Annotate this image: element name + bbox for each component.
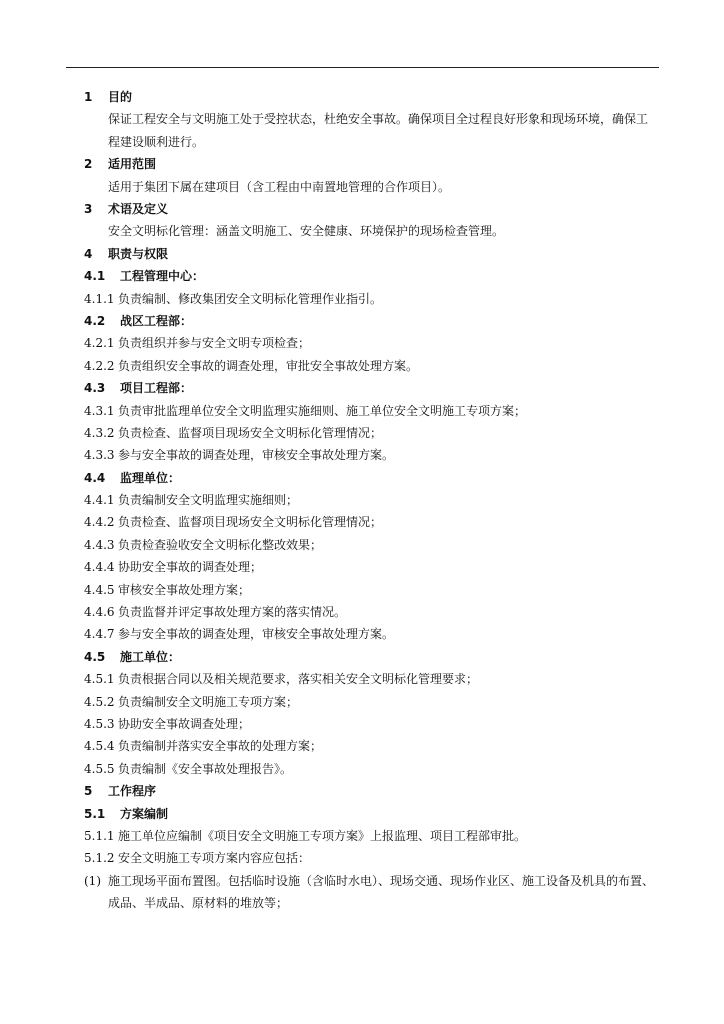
clause-item bbox=[84, 332, 656, 354]
clause-text: 负责编制安全文明施工专项方案； bbox=[118, 694, 299, 709]
clause-text: 审核安全事故处理方案； bbox=[118, 582, 251, 597]
clause-number: 4.5.1 bbox=[84, 672, 115, 687]
clause-item bbox=[84, 355, 656, 377]
clause-text: 负责编制、修改集团安全文明标化管理作业指引。 bbox=[118, 291, 383, 306]
clause-number: 4.4.4 bbox=[84, 560, 115, 575]
clause-item bbox=[84, 623, 656, 645]
list-number: (1) bbox=[84, 873, 101, 888]
clause-text: 协助安全事故的调查处理； bbox=[118, 560, 263, 575]
section-heading bbox=[84, 86, 656, 108]
subsection-heading bbox=[84, 377, 656, 399]
clause-number: 4.2.2 bbox=[84, 358, 115, 373]
clause-number: 4.3.3 bbox=[84, 448, 115, 463]
subsection-number: 4.5 bbox=[84, 649, 106, 664]
clause-number: 4.2.1 bbox=[84, 336, 115, 351]
numbered-list-item bbox=[84, 870, 656, 915]
subsection-number: 4.1 bbox=[84, 269, 106, 284]
section-heading bbox=[84, 153, 656, 175]
section-paragraph: 适用于集团下属在建项目（含工程由中南置地管理的合作项目）。 bbox=[108, 179, 451, 194]
document-body bbox=[84, 86, 656, 915]
clause-number: 4.5.4 bbox=[84, 739, 115, 754]
clause-item bbox=[84, 691, 656, 713]
clause-item bbox=[84, 579, 656, 601]
section-heading bbox=[84, 198, 656, 220]
clause-number: 4.1.1 bbox=[84, 291, 115, 306]
subsection-heading bbox=[84, 265, 656, 287]
clause-number: 4.5.3 bbox=[84, 717, 115, 731]
section-title: 工作程序 bbox=[108, 784, 157, 799]
clause-number: 4.4.5 bbox=[84, 582, 115, 597]
clause-text: 负责检查验收安全文明标化整改效果； bbox=[118, 537, 323, 552]
clause-item bbox=[84, 556, 656, 578]
section-number: 2 bbox=[84, 157, 93, 172]
section-title: 术语及定义 bbox=[108, 202, 169, 216]
header-rule bbox=[66, 67, 659, 68]
clause-item bbox=[84, 825, 656, 847]
subsection-title: 项目工程部： bbox=[120, 381, 193, 396]
clause-item bbox=[84, 288, 656, 310]
section-number: 3 bbox=[84, 202, 93, 216]
subsection-number: 4.2 bbox=[84, 313, 106, 328]
section-heading bbox=[84, 243, 656, 265]
clause-number: 4.5.5 bbox=[84, 761, 115, 776]
clause-number: 4.4.1 bbox=[84, 493, 115, 508]
subsection-title: 方案编制 bbox=[120, 806, 169, 821]
subsection-title: 施工单位： bbox=[120, 649, 181, 664]
clause-number: 4.3.2 bbox=[84, 425, 115, 440]
subsection-heading bbox=[84, 467, 656, 489]
clause-number: 4.5.2 bbox=[84, 694, 115, 709]
clause-number: 4.4.2 bbox=[84, 515, 115, 530]
clause-item bbox=[84, 847, 656, 869]
clause-item bbox=[84, 601, 656, 623]
subsection-title: 战区工程部： bbox=[120, 313, 193, 328]
clause-item bbox=[84, 534, 656, 556]
clause-item bbox=[84, 400, 656, 422]
section-paragraph: 安全文明标化管理：涵盖文明施工、安全健康、环境保护的现场检查管理。 bbox=[108, 224, 505, 239]
clause-text: 负责编制安全文明监理实施细则； bbox=[118, 493, 299, 508]
clause-text: 负责监督并评定事故处理方案的落实情况。 bbox=[118, 605, 347, 620]
section-number: 1 bbox=[84, 90, 93, 104]
clause-text: 负责组织并参与安全文明专项检查； bbox=[118, 336, 311, 351]
clause-number: 5.1.1 bbox=[84, 828, 115, 843]
clause-text: 协助安全事故调查处理； bbox=[118, 717, 251, 731]
clause-text: 参与安全事故的调查处理，审核安全事故处理方案。 bbox=[118, 448, 395, 463]
clause-number: 4.4.3 bbox=[84, 537, 115, 552]
clause-text: 负责审批监理单位安全文明监理实施细则、施工单位安全文明施工专项方案； bbox=[118, 403, 527, 418]
subsection-number: 4.4 bbox=[84, 470, 106, 485]
clause-text: 安全文明施工专项方案内容应包括： bbox=[118, 851, 311, 866]
clause-item bbox=[84, 422, 656, 444]
section-number: 4 bbox=[84, 246, 93, 261]
clause-text: 负责编制并落实安全事故的处理方案； bbox=[118, 739, 323, 754]
list-text: 施工现场平面布置图。包括临时设施（含临时水电）、现场交通、现场作业区、施工设备及机具的布置、成品、半成品、原材料的堆放等； bbox=[108, 873, 655, 911]
clause-item bbox=[84, 668, 656, 690]
section-title: 目的 bbox=[108, 90, 133, 104]
section-title: 适用范围 bbox=[108, 157, 157, 172]
subsection-number: 4.3 bbox=[84, 381, 106, 396]
clause-text: 负责检查、监督项目现场安全文明标化管理情况； bbox=[118, 425, 383, 440]
subsection-heading bbox=[84, 803, 656, 825]
clause-item bbox=[84, 511, 656, 533]
clause-item bbox=[84, 489, 656, 511]
subsection-title: 监理单位： bbox=[120, 470, 181, 485]
clause-text: 负责根据合同以及相关规范要求，落实相关安全文明标化管理要求； bbox=[118, 672, 479, 687]
clause-text: 负责组织安全事故的调查处理，审批安全事故处理方案。 bbox=[118, 358, 419, 373]
clause-item bbox=[84, 758, 656, 780]
section-heading bbox=[84, 780, 656, 802]
subsection-number: 5.1 bbox=[84, 806, 106, 821]
clause-text: 负责编制《安全事故处理报告》。 bbox=[118, 761, 293, 776]
clause-item bbox=[84, 713, 656, 735]
clause-item bbox=[84, 735, 656, 757]
clause-text: 参与安全事故的调查处理，审核安全事故处理方案。 bbox=[118, 627, 395, 642]
subsection-heading bbox=[84, 310, 656, 332]
clause-item bbox=[84, 444, 656, 466]
clause-number: 4.4.6 bbox=[84, 605, 115, 620]
subsection-heading bbox=[84, 646, 656, 668]
clause-number: 4.4.7 bbox=[84, 627, 115, 642]
clause-text: 负责检查、监督项目现场安全文明标化管理情况； bbox=[118, 515, 383, 530]
section-paragraph: 保证工程安全与文明施工处于受控状态，杜绝安全事故。确保项目全过程良好形象和现场环境，确保工程建设顺利进行。 bbox=[108, 112, 649, 149]
subsection-title: 工程管理中心： bbox=[120, 269, 205, 284]
clause-number: 5.1.2 bbox=[84, 851, 115, 866]
clause-number: 4.3.1 bbox=[84, 403, 115, 418]
section-number: 5 bbox=[84, 784, 93, 799]
clause-text: 施工单位应编制《项目安全文明施工专项方案》上报监理、项目工程部审批。 bbox=[118, 828, 527, 843]
section-title: 职责与权限 bbox=[108, 246, 169, 261]
